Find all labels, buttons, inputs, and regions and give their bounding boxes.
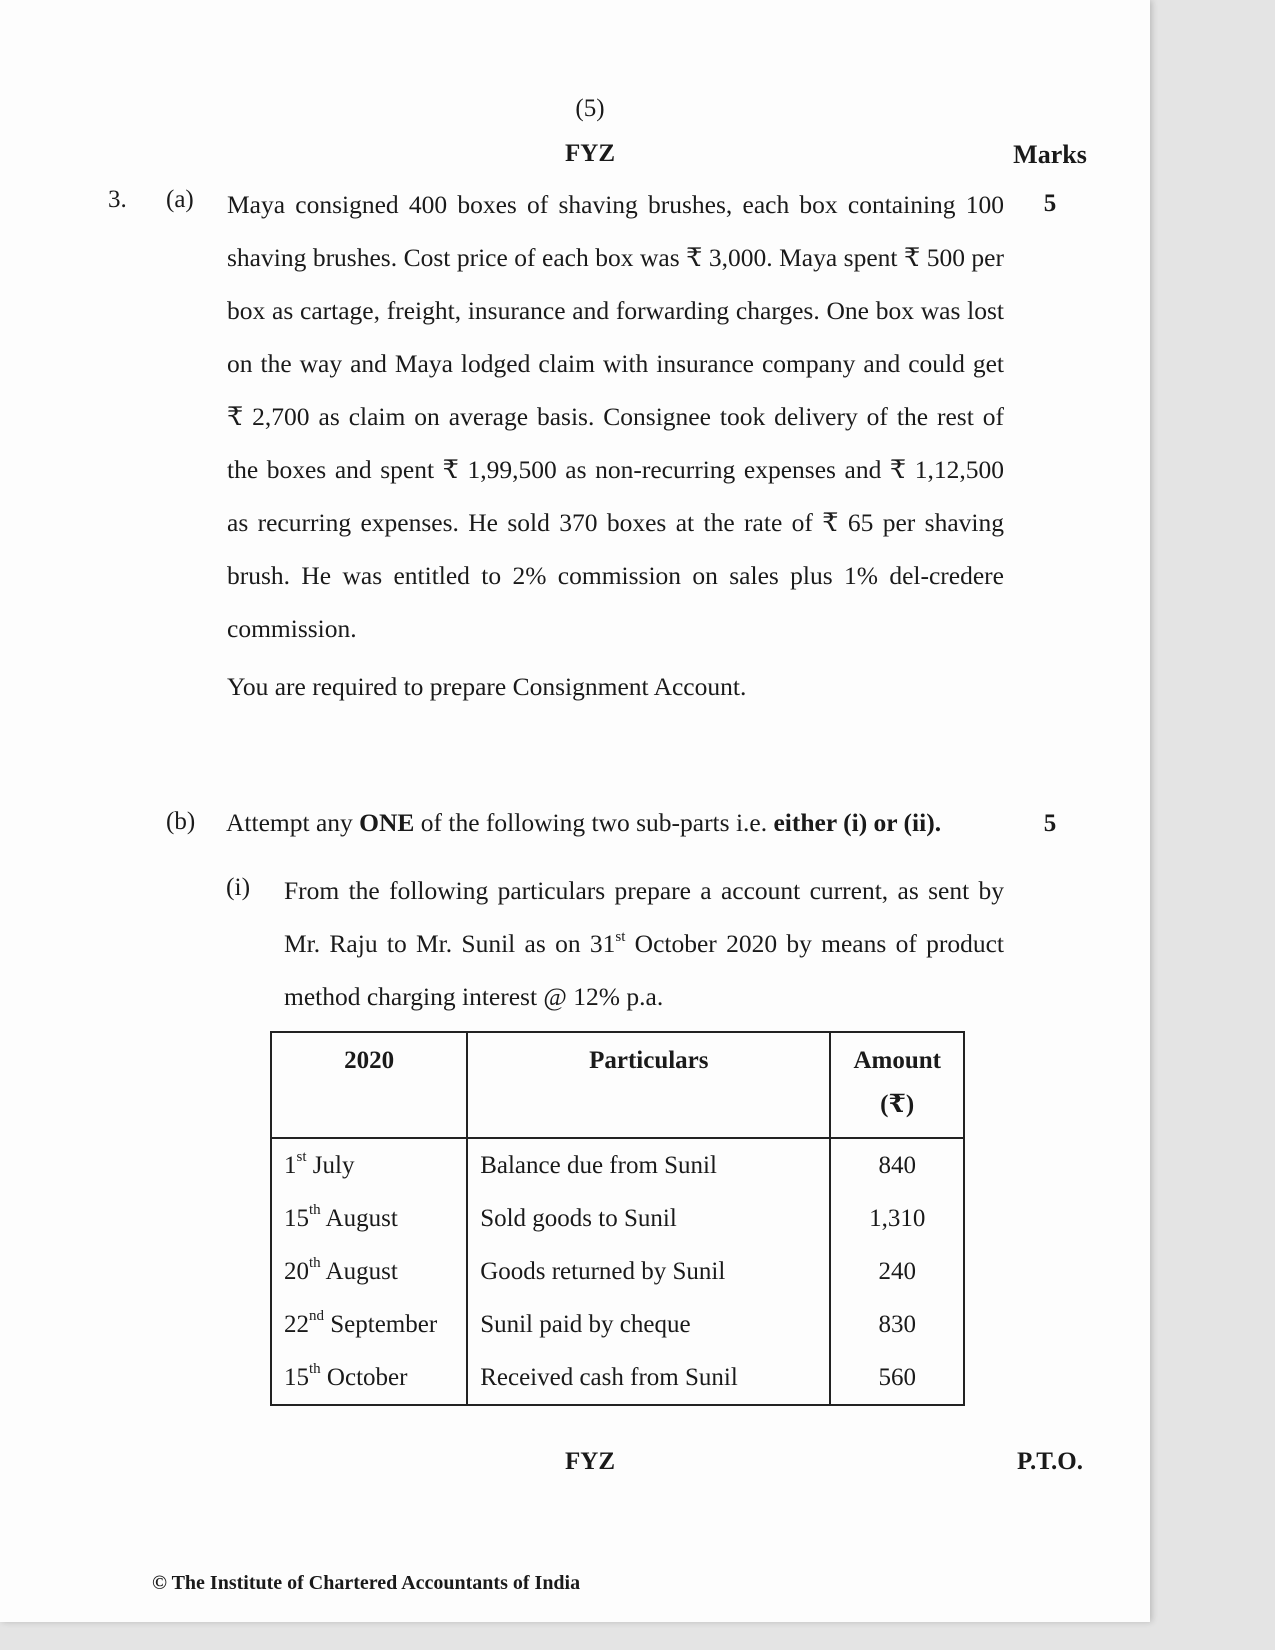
part-b-intro <box>226 808 1006 838</box>
sub-part-i-sup: st <box>615 928 626 945</box>
row-date <box>271 1138 467 1192</box>
row-month: July <box>306 1151 355 1179</box>
table-row <box>271 1298 964 1351</box>
row-date <box>271 1351 467 1405</box>
paper-code-header: FYZ <box>565 140 615 167</box>
part-b-intro-bold-1: ONE <box>359 808 415 837</box>
row-particulars: Goods returned by Sunil <box>467 1245 830 1298</box>
header-amount-unit: (₹) <box>880 1091 915 1118</box>
question-number: 3. <box>108 186 127 213</box>
part-a-instruction: You are required to prepare Consignment Account. <box>227 672 747 701</box>
row-day-suffix: th <box>309 1255 321 1272</box>
row-day-suffix: th <box>309 1361 321 1378</box>
row-date <box>271 1192 467 1245</box>
sub-part-i-text <box>284 864 1004 1023</box>
part-b-marks: 5 <box>1043 810 1057 837</box>
row-particulars: Received cash from Sunil <box>467 1351 830 1405</box>
row-particulars: Balance due from Sunil <box>467 1138 830 1192</box>
row-month: October <box>320 1363 408 1391</box>
part-a-label: (a) <box>166 186 194 213</box>
row-day-suffix: nd <box>309 1308 324 1325</box>
header-amount <box>830 1032 964 1138</box>
part-b-intro-text-1: Attempt any <box>226 808 360 837</box>
row-amount: 240 <box>830 1245 964 1298</box>
sub-part-i-text-1: From the following particulars prepare a account current, as sent by Mr. Raju to Mr. Sunil as on 31 <box>284 876 1004 958</box>
row-amount: 560 <box>830 1351 964 1405</box>
row-amount: 840 <box>830 1138 964 1192</box>
copyright-notice: © The Institute of Chartered Accountants of India <box>152 1572 581 1594</box>
pto-label: P.T.O. <box>1017 1448 1083 1475</box>
row-day: 1 <box>284 1151 297 1179</box>
part-b-label: (b) <box>166 808 196 835</box>
row-month: September <box>324 1310 438 1338</box>
header-amount-label: Amount <box>853 1047 941 1074</box>
page-number: (5) <box>575 95 605 122</box>
row-day: 22 <box>284 1310 309 1338</box>
table-row <box>271 1351 964 1405</box>
row-particulars: Sold goods to Sunil <box>467 1192 830 1245</box>
row-day: 15 <box>284 1204 309 1232</box>
part-a-text: Maya consigned 400 boxes of shaving brushes, each box containing 100 shaving brushes. Cost price of each box was ₹ 3,000. Maya spent ₹ 500 per box as cartage, freight, insurance and forwarding charges. One box was lost on the way and Maya lodged claim with insurance company and could get ₹ 2,700 as claim on average basis. Consignee took delivery of the rest of the boxes and spent ₹ 1,99,500 as non-recurring expenses and ₹ 1,12,500 as recurring expenses. He sold 370 boxes at the rate of ₹ 65 per shaving brush. He was entitled to 2% commission on sales plus 1% del-credere commission. <box>227 190 1004 643</box>
marks-column-heading: Marks <box>1013 140 1087 169</box>
row-day: 20 <box>284 1257 309 1285</box>
sub-part-i-label: (i) <box>226 872 251 901</box>
part-b-intro-text-2: of the following two sub-parts i.e. <box>414 808 774 837</box>
row-amount: 830 <box>830 1298 964 1351</box>
part-b-intro-bold-2: either (i) or (ii). <box>773 808 942 837</box>
table-row <box>271 1245 964 1298</box>
row-amount: 1,310 <box>830 1192 964 1245</box>
row-date <box>271 1298 467 1351</box>
header-date: 2020 <box>271 1032 467 1138</box>
row-day-suffix: st <box>296 1149 307 1166</box>
table-header-row <box>271 1032 964 1138</box>
table-row <box>271 1192 964 1245</box>
particulars-table <box>270 1031 965 1406</box>
row-day-suffix: th <box>309 1202 321 1219</box>
row-month: August <box>320 1257 398 1285</box>
row-day: 15 <box>284 1363 309 1391</box>
row-particulars: Sunil paid by cheque <box>467 1298 830 1351</box>
row-date <box>271 1245 467 1298</box>
row-month: August <box>320 1204 398 1232</box>
part-a-marks: 5 <box>1043 190 1057 217</box>
paper-code-footer: FYZ <box>565 1448 615 1475</box>
table-row <box>271 1138 964 1192</box>
header-particulars: Particulars <box>467 1032 830 1138</box>
sub-part-i-text-2: October 2020 by means of product method charging interest @ 12% p.a. <box>284 929 1004 1011</box>
